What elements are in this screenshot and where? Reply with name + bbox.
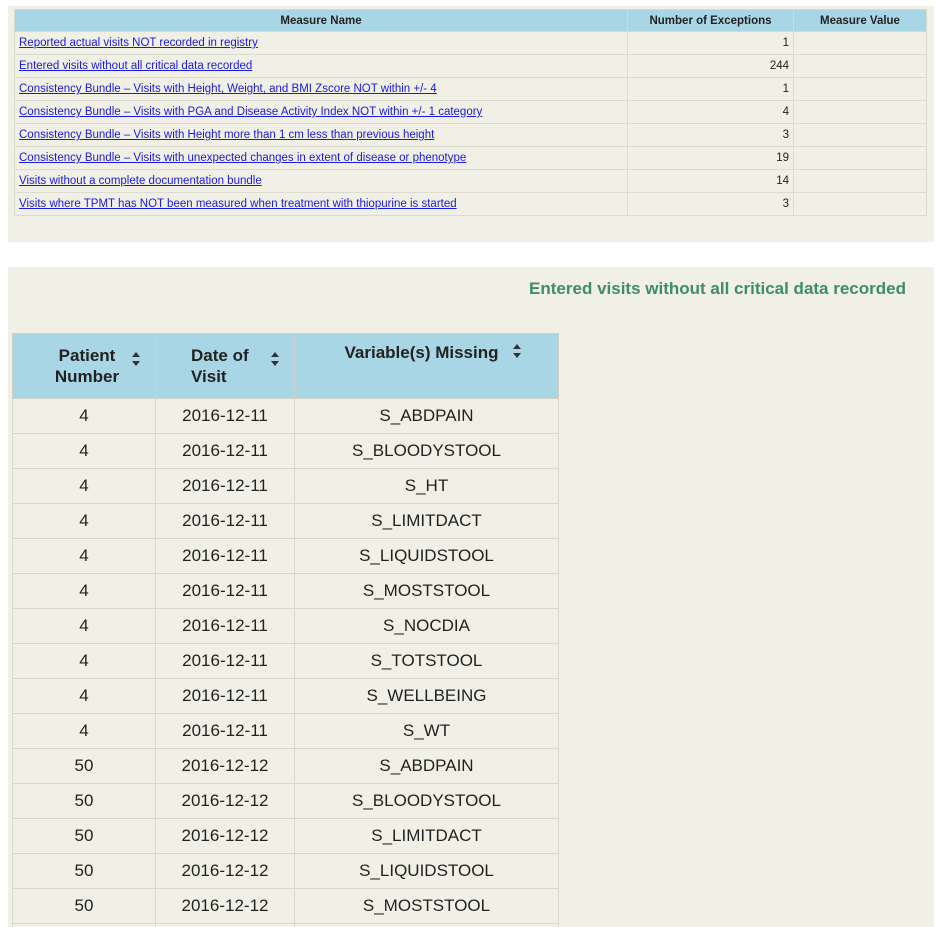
date-of-visit-cell: 2016-12-11 [156, 574, 295, 609]
measure-value-cell [794, 55, 927, 78]
date-of-visit-cell: 2016-12-12 [156, 889, 295, 924]
patient-number-header[interactable] [13, 334, 156, 399]
variable-missing-cell: S_HT [295, 469, 559, 504]
variables-missing-label: Variable(s) Missing [344, 343, 499, 362]
date-of-visit-cell: 2016-12-11 [156, 539, 295, 574]
patient-number-cell: 4 [13, 469, 156, 504]
variable-missing-cell: S_WELLBEING [295, 679, 559, 714]
measure-name-cell [15, 170, 628, 193]
table-row [13, 539, 559, 574]
date-of-visit-cell: 2016-12-12 [156, 854, 295, 889]
date-of-visit-cell: 2016-12-12 [156, 784, 295, 819]
variable-missing-cell: S_ABDPAIN [295, 399, 559, 434]
variable-missing-cell: S_TOTSTOOL [295, 644, 559, 679]
measure-row [15, 147, 927, 170]
table-row [13, 784, 559, 819]
patient-number-cell: 4 [13, 539, 156, 574]
table-row [13, 399, 559, 434]
date-of-visit-cell: 2016-12-11 [156, 469, 295, 504]
exceptions-cell: 3 [628, 124, 794, 147]
measure-link[interactable]: Reported actual visits NOT recorded in registry [19, 37, 258, 49]
detail-header-row [13, 334, 559, 399]
measure-row [15, 170, 927, 193]
exceptions-cell: 14 [628, 170, 794, 193]
exceptions-cell: 3 [628, 193, 794, 216]
patient-number-cell: 50 [13, 854, 156, 889]
variables-missing-header[interactable] [295, 334, 559, 399]
detail-title: Entered visits without all critical data recorded [529, 279, 906, 298]
patient-number-cell: 4 [13, 644, 156, 679]
table-row [13, 819, 559, 854]
variable-missing-cell: S_ABDPAIN [295, 749, 559, 784]
table-row [13, 469, 559, 504]
measure-name-cell [15, 32, 628, 55]
variable-missing-cell: S_BLOODYSTOOL [295, 784, 559, 819]
variable-missing-cell: S_MOSTSTOOL [295, 889, 559, 924]
detail-panel [8, 267, 934, 927]
date-of-visit-cell: 2016-12-11 [156, 644, 295, 679]
table-row [13, 504, 559, 539]
variable-missing-cell: S_BLOODYSTOOL [295, 434, 559, 469]
sort-arrows-icon[interactable] [512, 343, 522, 359]
date-of-visit-cell: 2016-12-11 [156, 504, 295, 539]
measure-row [15, 101, 927, 124]
measure-row [15, 78, 927, 101]
variable-missing-cell: S_LIMITDACT [295, 504, 559, 539]
date-of-visit-cell: 2016-12-12 [156, 819, 295, 854]
measure-name-cell [15, 55, 628, 78]
measures-header-row [15, 10, 927, 32]
patient-number-cell: 4 [13, 609, 156, 644]
table-row [13, 609, 559, 644]
exceptions-cell: 4 [628, 101, 794, 124]
measure-value-cell [794, 147, 927, 170]
measure-name-cell [15, 193, 628, 216]
date-of-visit-cell: 2016-12-11 [156, 679, 295, 714]
measure-link[interactable]: Consistency Bundle – Visits with Height, Weight, and BMI Zscore NOT within +/- 4 [19, 83, 437, 95]
variable-missing-cell [295, 924, 559, 927]
table-row [13, 924, 559, 927]
measure-name-cell [15, 101, 628, 124]
measure-value-cell [794, 78, 927, 101]
patient-number-cell: 50 [13, 889, 156, 924]
measure-name-cell [15, 78, 628, 101]
measure-link[interactable]: Visits where TPMT has NOT been measured when treatment with thiopurine is started [19, 198, 457, 210]
date-of-visit-header[interactable] [156, 334, 295, 399]
date-of-visit-cell: 2016-12-11 [156, 714, 295, 749]
patient-number-cell: 4 [13, 434, 156, 469]
variable-missing-cell: S_LIMITDACT [295, 819, 559, 854]
variable-missing-cell: S_WT [295, 714, 559, 749]
measure-row [15, 55, 927, 78]
date-of-visit-label: Date of Visit [191, 346, 249, 386]
measures-body [15, 32, 927, 216]
date-of-visit-cell [156, 924, 295, 927]
date-of-visit-cell: 2016-12-11 [156, 434, 295, 469]
patient-number-cell: 4 [13, 714, 156, 749]
measure-link[interactable]: Entered visits without all critical data recorded [19, 60, 253, 72]
measure-row [15, 124, 927, 147]
variable-missing-cell: S_NOCDIA [295, 609, 559, 644]
measure-value-cell [794, 124, 927, 147]
exceptions-cell: 1 [628, 32, 794, 55]
variable-missing-cell: S_LIQUIDSTOOL [295, 539, 559, 574]
date-of-visit-cell: 2016-12-11 [156, 399, 295, 434]
variable-missing-cell: S_MOSTSTOOL [295, 574, 559, 609]
exceptions-cell: 1 [628, 78, 794, 101]
sort-arrows-icon[interactable] [131, 351, 141, 367]
measure-link[interactable]: Consistency Bundle – Visits with PGA and Disease Activity Index NOT within +/- 1 category [19, 106, 483, 118]
measure-value-cell [794, 32, 927, 55]
table-row [13, 434, 559, 469]
measure-value-header: Measure Value [794, 10, 927, 32]
measure-link[interactable]: Visits without a complete documentation bundle [19, 175, 262, 187]
variable-missing-cell: S_LIQUIDSTOOL [295, 854, 559, 889]
table-row [13, 644, 559, 679]
measure-value-cell [794, 170, 927, 193]
measure-row [15, 193, 927, 216]
table-row [13, 889, 559, 924]
measure-link[interactable]: Consistency Bundle – Visits with unexpected changes in extent of disease or phenotype [19, 152, 467, 164]
patient-number-cell: 4 [13, 574, 156, 609]
patient-number-cell: 50 [13, 784, 156, 819]
measure-link[interactable]: Consistency Bundle – Visits with Height more than 1 cm less than previous height [19, 129, 435, 141]
detail-table [12, 333, 559, 927]
table-row [13, 854, 559, 889]
patient-number-cell: 4 [13, 399, 156, 434]
detail-body [13, 399, 559, 927]
measure-name-header: Measure Name [15, 10, 628, 32]
measure-row [15, 32, 927, 55]
measure-value-cell [794, 193, 927, 216]
patient-number-label: Patient Number [54, 346, 120, 386]
measure-value-cell [794, 101, 927, 124]
patient-number-cell: 4 [13, 679, 156, 714]
exceptions-cell: 19 [628, 147, 794, 170]
date-of-visit-cell: 2016-12-12 [156, 749, 295, 784]
measures-table [14, 9, 927, 216]
exceptions-header: Number of Exceptions [628, 10, 794, 32]
table-row [13, 749, 559, 784]
measures-panel [8, 6, 934, 242]
table-row [13, 679, 559, 714]
measure-name-cell [15, 124, 628, 147]
table-row [13, 714, 559, 749]
sort-arrows-icon[interactable] [270, 351, 280, 367]
exceptions-cell: 244 [628, 55, 794, 78]
patient-number-cell: 50 [13, 749, 156, 784]
patient-number-cell [13, 924, 156, 927]
patient-number-cell: 4 [13, 504, 156, 539]
table-row [13, 574, 559, 609]
patient-number-cell: 50 [13, 819, 156, 854]
measure-name-cell [15, 147, 628, 170]
date-of-visit-cell: 2016-12-11 [156, 609, 295, 644]
